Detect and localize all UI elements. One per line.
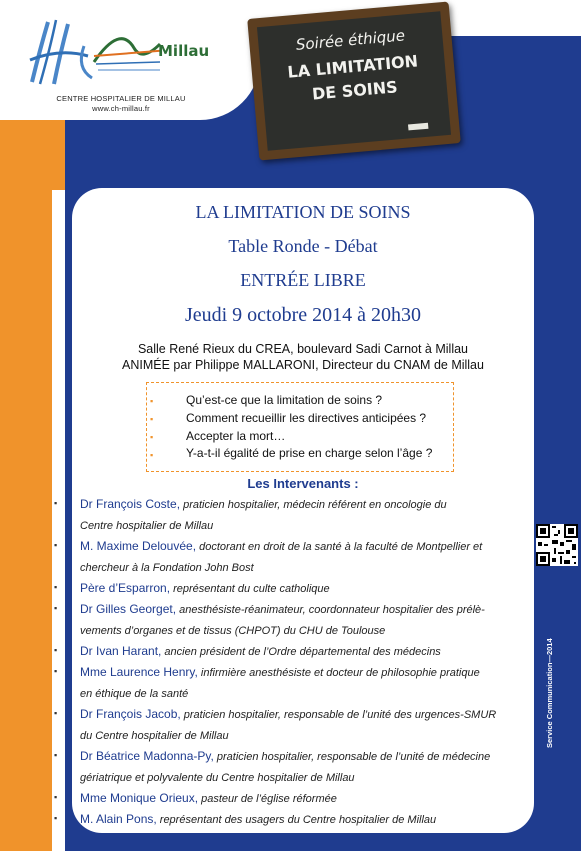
speaker-bullet: ▪ [54, 792, 58, 802]
logo-caption [46, 94, 196, 114]
speaker-desc: doctorant en droit de la santé à la faculté de Montpellier et [196, 541, 483, 553]
question-bullet: ▪ [150, 414, 154, 424]
logo-hospital-name: CENTRE HOSPITALIER DE MILLAU [56, 94, 186, 103]
speaker-bullet: ▪ [54, 666, 58, 676]
chalk-line-1: Soirée éthique [295, 26, 406, 54]
speaker-bullet: ▪ [54, 813, 58, 823]
question-item: Comment recueillir les directives anticipées ? [186, 411, 427, 425]
event-date: Jeudi 9 octobre 2014 à 20h30 [184, 304, 422, 326]
chalk-eraser [408, 123, 428, 131]
question-item: Y-a-t-il égalité de prise en charge selon l’âge ? [186, 446, 433, 460]
speaker-bullet: ▪ [54, 750, 58, 760]
speaker-bullet: ▪ [54, 540, 58, 550]
event-entry: ENTRÉE LIBRE [240, 270, 366, 290]
venue-line: Salle René Rieux du CREA, boulevard Sadi Carnot à Millau [137, 342, 469, 356]
speaker-name: Mme Laurence Henry, [80, 665, 198, 679]
speaker-entry [80, 578, 528, 600]
speaker-desc: pasteur de l’église réformée [198, 793, 337, 805]
speaker-name: Dr Gilles Georget, [80, 602, 177, 616]
speaker-name: Mme Monique Orieux, [80, 791, 199, 805]
speaker-desc: représentant du culte catholique [170, 583, 330, 595]
logo-brand-word: Millau [158, 42, 210, 60]
event-title: LA LIMITATION DE SOINS [195, 202, 411, 222]
speaker-desc-cont: gériatrique et polyvalente du Centre hospitalier de Millau [80, 772, 355, 784]
speaker-name: Dr François Jacob, [80, 707, 181, 721]
speaker-entry [80, 809, 528, 831]
hospital-logo [0, 0, 260, 120]
speaker-entry [80, 599, 528, 642]
speaker-desc-cont: Centre hospitalier de Millau [80, 520, 214, 532]
event-subtitle: Table Ronde - Débat [228, 236, 378, 256]
speaker-entry [80, 536, 528, 579]
speaker-entry [80, 788, 528, 810]
speaker-bullet: ▪ [54, 708, 58, 718]
speaker-bullet: ▪ [54, 603, 58, 613]
orange-side-bar [0, 0, 52, 851]
speaker-desc-cont: en éthique de la santé [80, 688, 189, 700]
chalkboard-image [247, 1, 461, 160]
speaker-bullet: ▪ [54, 645, 58, 655]
speaker-desc: praticien hospitalier, médecin référent en oncologie du [180, 499, 447, 511]
speaker-name: Dr Béatrice Madonna-Py, [80, 749, 214, 763]
speaker-desc: infirmière anesthésiste et docteur de philosophie pratique [197, 667, 480, 679]
speaker-desc: anesthésiste-réanimateur, coordonnateur hospitalier des prélè- [176, 604, 485, 616]
speaker-entry [80, 641, 528, 663]
speaker-name: Dr Ivan Harant, [80, 644, 162, 658]
speaker-bullet: ▪ [54, 582, 58, 592]
speaker-desc: praticien hospitalier, responsable de l’unité des urgences-SMUR [180, 709, 497, 721]
question-item: Accepter la mort… [186, 429, 286, 443]
logo-website: www.ch-millau.fr [92, 104, 150, 113]
speaker-bullet: ▪ [54, 498, 58, 508]
speaker-desc: représentant des usagers du Centre hospitalier de Millau [156, 814, 437, 826]
speaker-desc: praticien hospitalier, responsable de l’unité de médecine [213, 751, 491, 763]
question-bullet: ▪ [150, 432, 154, 442]
speaker-name: M. Alain Pons, [80, 812, 157, 826]
speaker-name: Dr François Coste, [80, 497, 181, 511]
speaker-desc-cont: chercheur à la Fondation John Bost [80, 562, 254, 574]
speaker-desc: ancien président de l’Ordre départemental des médecins [161, 646, 441, 658]
speaker-name: M. Maxime Delouvée, [80, 539, 197, 553]
speaker-desc-cont: vements d’organes et de tissus (CHPOT) du CHU de Toulouse [80, 625, 386, 637]
chalk-line-2: LA LIMITATION [286, 51, 419, 82]
service-communication-label: Service Communication—2014 [545, 638, 554, 748]
speaker-entry [80, 494, 528, 537]
speaker-entry [80, 746, 528, 789]
question-bullet: ▪ [150, 396, 154, 406]
host-line: ANIMÉE par Philippe MALLARONI, Directeur du CNAM de Millau [122, 358, 484, 372]
speaker-entry [80, 662, 528, 705]
speaker-name: Père d’Esparron, [80, 581, 171, 595]
speaker-entry [80, 704, 528, 747]
chalkboard-surface [257, 11, 451, 151]
chalk-line-3: DE SOINS [311, 77, 399, 104]
speakers-heading: Les Intervenants : [247, 476, 359, 491]
question-bullet: ▪ [150, 450, 154, 460]
question-item: Qu’est-ce que la limitation de soins ? [186, 393, 383, 407]
speaker-desc-cont: du Centre hospitalier de Millau [80, 730, 229, 742]
qr-code[interactable] [536, 524, 578, 566]
